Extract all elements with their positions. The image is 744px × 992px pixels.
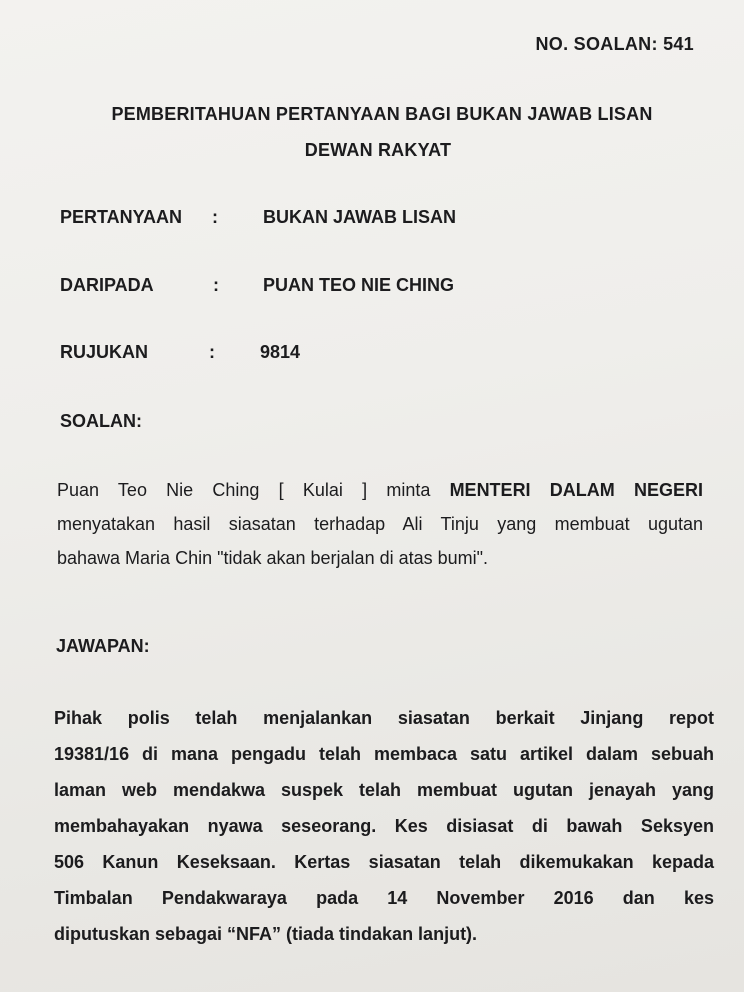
field-label: DARIPADA xyxy=(60,275,154,295)
question-line-text: Puan Teo Nie Ching [ Kulai ] minta xyxy=(57,480,450,500)
minister-name: MENTERI DALAM NEGERI xyxy=(449,480,703,500)
field-value: PUAN TEO NIE CHING xyxy=(263,275,455,295)
question-line: menyatakan hasil siasatan terhadap Ali Tinju yang membuat ugutan xyxy=(57,514,703,534)
field-label: PERTANYAAN xyxy=(60,207,183,227)
question-number: NO. SOALAN: 541 xyxy=(535,34,694,54)
question-line xyxy=(57,473,703,507)
answer-text xyxy=(54,700,714,952)
field-value: 9814 xyxy=(260,342,301,362)
field-value: BUKAN JAWAB LISAN xyxy=(263,207,457,227)
answer-line: Timbalan Pendakwaraya pada 14 November 2016 dan kes xyxy=(54,888,714,908)
document-title: PEMBERITAHUAN PERTANYAAN BAGI BUKAN JAWAB LISAN xyxy=(111,104,653,124)
question-text xyxy=(57,473,703,575)
answer-line: 19381/16 di mana pengadu telah membaca satu artikel dalam sebuah xyxy=(54,744,714,764)
field-colon: : xyxy=(213,275,219,295)
answer-line: Pihak polis telah menjalankan siasatan berkait Jinjang repot xyxy=(54,708,714,728)
answer-heading: JAWAPAN: xyxy=(56,636,150,656)
answer-line: 506 Kanun Keseksaan. Kertas siasatan telah dikemukakan kepada xyxy=(54,852,714,872)
answer-line: membahayakan nyawa seseorang. Kes disiasat di bawah Seksyen xyxy=(54,816,714,836)
question-heading: SOALAN: xyxy=(60,411,142,431)
field-label: RUJUKAN xyxy=(60,342,149,362)
question-line: bahawa Maria Chin "tidak akan berjalan di atas bumi". xyxy=(57,548,489,568)
field-colon: : xyxy=(212,207,218,227)
answer-line: diputuskan sebagai “NFA” (tiada tindakan lanjut). xyxy=(54,924,478,944)
document-subtitle: DEWAN RAKYAT xyxy=(304,140,452,160)
field-colon: : xyxy=(209,342,215,362)
answer-line: laman web mendakwa suspek telah membuat ugutan jenayah yang xyxy=(54,780,714,800)
